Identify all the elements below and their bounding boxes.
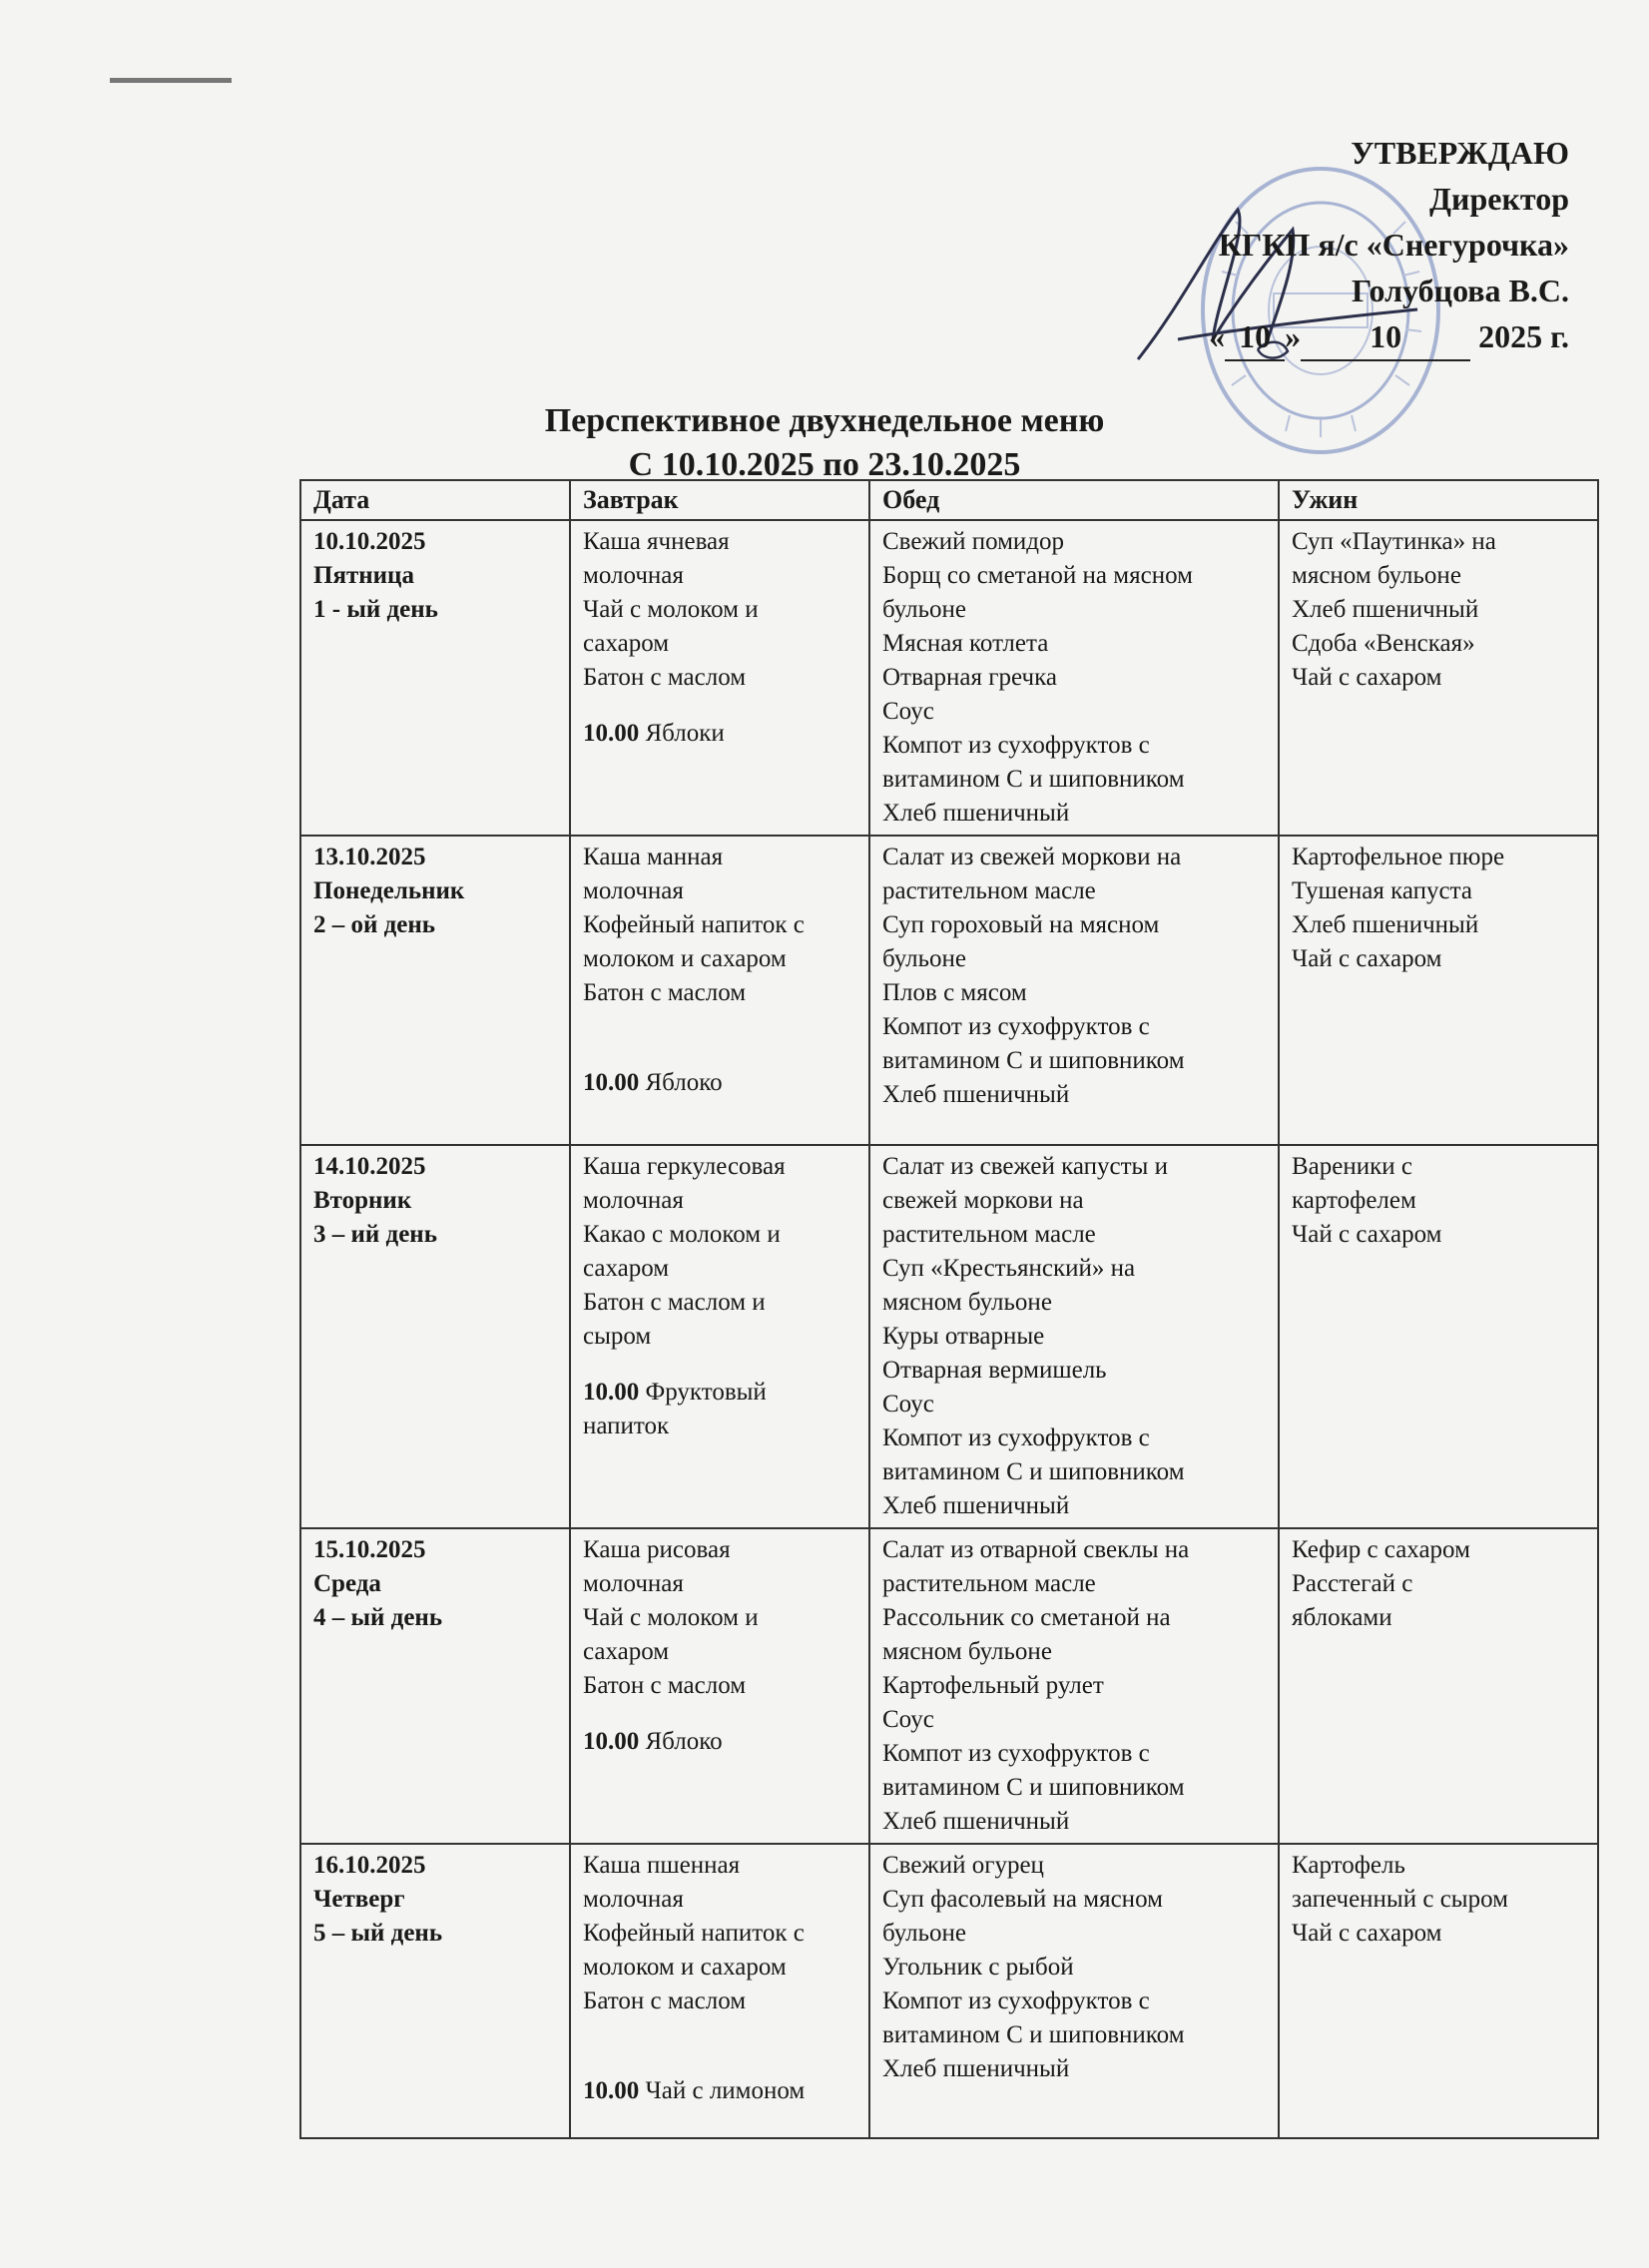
lunch-item: Мясная котлета: [882, 630, 1049, 657]
lunch-item: Салат из свежей капусты и: [882, 1153, 1168, 1180]
breakfast-item: Чай с молоком и: [583, 596, 759, 623]
breakfast-item: Каша геркулесовая: [583, 1153, 786, 1180]
approval-date-open: «: [1209, 318, 1226, 354]
breakfast-item: Кофейный напиток с: [583, 1920, 805, 1947]
date-cell: [300, 1844, 570, 2138]
row-date: 10.10.2025: [313, 528, 426, 555]
breakfast-item: молочная: [583, 1187, 684, 1214]
dinner-item: Кефир с сахаром: [1292, 1536, 1470, 1563]
date-cell: [300, 1528, 570, 1844]
row-day-number: 3 – ий день: [313, 1221, 437, 1248]
breakfast-cell: [570, 520, 869, 836]
breakfast-item: молоком и сахаром: [583, 945, 787, 972]
breakfast-item: сыром: [583, 1323, 652, 1350]
breakfast-item: Батон с маслом и: [583, 1289, 766, 1316]
lunch-item: Хлеб пшеничный: [882, 1492, 1070, 1519]
row-date: 13.10.2025: [313, 844, 426, 870]
lunch-item: Плов с мясом: [882, 979, 1027, 1006]
breakfast-item: Батон с маслом: [583, 664, 747, 691]
snack-item: Яблоки: [645, 720, 725, 747]
lunch-item: витамином С и шиповником: [882, 766, 1185, 793]
table-row: [300, 836, 1598, 1145]
header-breakfast: Завтрак: [570, 480, 869, 520]
breakfast-cell: [570, 1528, 869, 1844]
approval-heading: УТВЕРЖДАЮ: [1351, 135, 1569, 171]
snack-item: Яблоко: [645, 1728, 723, 1755]
approval-date: [1209, 313, 1569, 361]
lunch-item: растительном масле: [882, 1221, 1096, 1248]
dinner-cell: [1279, 1145, 1598, 1528]
approval-name: Голубцова В.С.: [1351, 273, 1569, 308]
lunch-item: Отварная вермишель: [882, 1357, 1107, 1384]
dinner-item: Хлеб пшеничный: [1292, 911, 1479, 938]
lunch-item: Салат из отварной свеклы на: [882, 1536, 1190, 1563]
header-lunch: Обед: [869, 480, 1279, 520]
table-row: [300, 1844, 1598, 2138]
lunch-item: Борщ со сметаной на мясном: [882, 562, 1193, 589]
snack-time: 10.00: [583, 1069, 640, 1096]
lunch-item: бульоне: [882, 1920, 967, 1947]
row-day-number: 2 – ой день: [313, 911, 436, 938]
dinner-item: Расстегай с: [1292, 1570, 1413, 1597]
corner-mark: [110, 78, 232, 83]
row-weekday: Четверг: [313, 1886, 405, 1913]
snack-line: [583, 1066, 858, 1100]
lunch-item: витамином С и шиповником: [882, 1047, 1185, 1074]
snack-item: Чай с лимоном: [645, 2077, 806, 2104]
lunch-item: растительном масле: [882, 1570, 1096, 1597]
lunch-cell: [869, 1145, 1279, 1528]
lunch-item: Свежий помидор: [882, 528, 1065, 555]
breakfast-item: молочная: [583, 1886, 684, 1913]
lunch-cell: [869, 1844, 1279, 2138]
lunch-cell: [869, 1528, 1279, 1844]
lunch-item: бульоне: [882, 945, 967, 972]
breakfast-cell: [570, 836, 869, 1145]
date-cell: [300, 836, 570, 1145]
snack-time: 10.00: [583, 720, 640, 747]
breakfast-item: молочная: [583, 877, 684, 904]
date-cell: [300, 520, 570, 836]
lunch-item: Картофельный рулет: [882, 1672, 1104, 1699]
approval-date-day: 10: [1225, 313, 1285, 361]
breakfast-item: Батон с маслом: [583, 979, 747, 1006]
date-cell: [300, 1145, 570, 1528]
lunch-item: Компот из сухофруктов с: [882, 1013, 1150, 1040]
breakfast-cell: [570, 1145, 869, 1528]
lunch-item: Компот из сухофруктов с: [882, 1740, 1150, 1767]
snack-item: Яблоко: [645, 1069, 723, 1096]
breakfast-item: Батон с маслом: [583, 1672, 747, 1699]
document-title: [0, 399, 1649, 487]
breakfast-item: сахаром: [583, 1255, 670, 1282]
approval-organization: КГКП я/с «Снегурочка»: [1218, 227, 1569, 263]
row-date: 14.10.2025: [313, 1153, 426, 1180]
title-line-2: С 10.10.2025 по 23.10.2025: [628, 446, 1021, 483]
dinner-item: Чай с сахаром: [1292, 664, 1442, 691]
lunch-item: Салат из свежей моркови на: [882, 844, 1182, 870]
snack-item: Фруктовый напиток: [583, 1379, 767, 1439]
dinner-item: картофелем: [1292, 1187, 1416, 1214]
lunch-cell: [869, 520, 1279, 836]
lunch-item: мясном бульоне: [882, 1289, 1052, 1316]
dinner-cell: [1279, 1844, 1598, 2138]
snack-time: 10.00: [583, 1728, 640, 1755]
lunch-item: Хлеб пшеничный: [882, 1808, 1070, 1835]
lunch-item: бульоне: [882, 596, 967, 623]
lunch-item: Хлеб пшеничный: [882, 1081, 1070, 1108]
dinner-cell: [1279, 1528, 1598, 1844]
lunch-item: Отварная гречка: [882, 664, 1057, 691]
breakfast-item: Каша пшенная: [583, 1852, 741, 1879]
approval-position: Директор: [1429, 181, 1569, 217]
row-day-number: 5 – ый день: [313, 1920, 443, 1947]
lunch-item: витамином С и шиповником: [882, 1774, 1185, 1801]
dinner-item: Сдоба «Венская»: [1292, 630, 1475, 657]
header-date: Дата: [300, 480, 570, 520]
dinner-item: Картофельное пюре: [1292, 844, 1505, 870]
dinner-item: Чай с сахаром: [1292, 1920, 1442, 1947]
dinner-item: Вареники с: [1292, 1153, 1412, 1180]
lunch-item: Компот из сухофруктов с: [882, 732, 1150, 759]
lunch-item: Соус: [882, 1391, 934, 1418]
dinner-cell: [1279, 836, 1598, 1145]
lunch-item: свежей моркови на: [882, 1187, 1084, 1214]
lunch-item: Куры отварные: [882, 1323, 1045, 1350]
header-dinner: Ужин: [1279, 480, 1598, 520]
lunch-item: Угольник с рыбой: [882, 1954, 1074, 1981]
approval-block: [1209, 130, 1569, 361]
breakfast-item: молочная: [583, 562, 684, 589]
lunch-item: растительном масле: [882, 877, 1096, 904]
breakfast-item: сахаром: [583, 630, 670, 657]
row-weekday: Пятница: [313, 562, 414, 589]
lunch-item: Суп фасолевый на мясном: [882, 1886, 1163, 1913]
snack-line: [583, 717, 858, 751]
dinner-item: Тушеная капуста: [1292, 877, 1472, 904]
approval-date-year: 2025 г.: [1478, 318, 1569, 354]
dinner-item: Чай с сахаром: [1292, 1221, 1442, 1248]
row-day-number: 1 - ый день: [313, 596, 438, 623]
dinner-item: Чай с сахаром: [1292, 945, 1442, 972]
breakfast-item: Каша рисовая: [583, 1536, 731, 1563]
breakfast-item: Кофейный напиток с: [583, 911, 805, 938]
snack-line: [583, 1376, 858, 1443]
breakfast-item: сахаром: [583, 1638, 670, 1665]
row-date: 15.10.2025: [313, 1536, 426, 1563]
lunch-item: мясном бульоне: [882, 1638, 1052, 1665]
lunch-item: Свежий огурец: [882, 1852, 1044, 1879]
lunch-item: Соус: [882, 698, 934, 725]
lunch-item: Компот из сухофруктов с: [882, 1424, 1150, 1451]
dinner-item: Картофель: [1292, 1852, 1405, 1879]
breakfast-item: Каша манная: [583, 844, 724, 870]
breakfast-cell: [570, 1844, 869, 2138]
lunch-cell: [869, 836, 1279, 1145]
row-weekday: Понедельник: [313, 877, 465, 904]
table-row: [300, 1145, 1598, 1528]
snack-line: [583, 1725, 858, 1759]
dinner-item: запеченный с сыром: [1292, 1886, 1508, 1913]
menu-table: [299, 479, 1599, 2139]
dinner-item: Хлеб пшеничный: [1292, 596, 1479, 623]
lunch-item: Рассольник со сметаной на: [882, 1604, 1171, 1631]
row-date: 16.10.2025: [313, 1852, 426, 1879]
table-header-row: [300, 480, 1598, 520]
table-row: [300, 520, 1598, 836]
lunch-item: витамином С и шиповником: [882, 1458, 1185, 1485]
breakfast-item: Батон с маслом: [583, 1987, 747, 2014]
dinner-cell: [1279, 520, 1598, 836]
snack-time: 10.00: [583, 2077, 640, 2104]
lunch-item: Хлеб пшеничный: [882, 800, 1070, 827]
row-day-number: 4 – ый день: [313, 1604, 443, 1631]
breakfast-item: молоком и сахаром: [583, 1954, 787, 1981]
approval-date-close: »: [1285, 318, 1302, 354]
approval-date-month: 10: [1301, 313, 1470, 361]
breakfast-item: Какао с молоком и: [583, 1221, 781, 1248]
lunch-item: витамином С и шиповником: [882, 2021, 1185, 2048]
snack-time: 10.00: [583, 1379, 640, 1406]
table-row: [300, 1528, 1598, 1844]
lunch-item: Суп гороховый на мясном: [882, 911, 1160, 938]
breakfast-item: Каша ячневая: [583, 528, 730, 555]
lunch-item: Соус: [882, 1706, 934, 1733]
lunch-item: Компот из сухофруктов с: [882, 1987, 1150, 2014]
dinner-item: мясном бульоне: [1292, 562, 1461, 589]
row-weekday: Среда: [313, 1570, 381, 1597]
title-line-1: Перспективное двухнедельное меню: [544, 402, 1105, 439]
dinner-item: Суп «Паутинка» на: [1292, 528, 1496, 555]
snack-line: [583, 2074, 858, 2108]
lunch-item: Хлеб пшеничный: [882, 2055, 1070, 2082]
lunch-item: Суп «Крестьянский» на: [882, 1255, 1136, 1282]
breakfast-item: Чай с молоком и: [583, 1604, 759, 1631]
row-weekday: Вторник: [313, 1187, 412, 1214]
breakfast-item: молочная: [583, 1570, 684, 1597]
dinner-item: яблоками: [1292, 1604, 1392, 1631]
